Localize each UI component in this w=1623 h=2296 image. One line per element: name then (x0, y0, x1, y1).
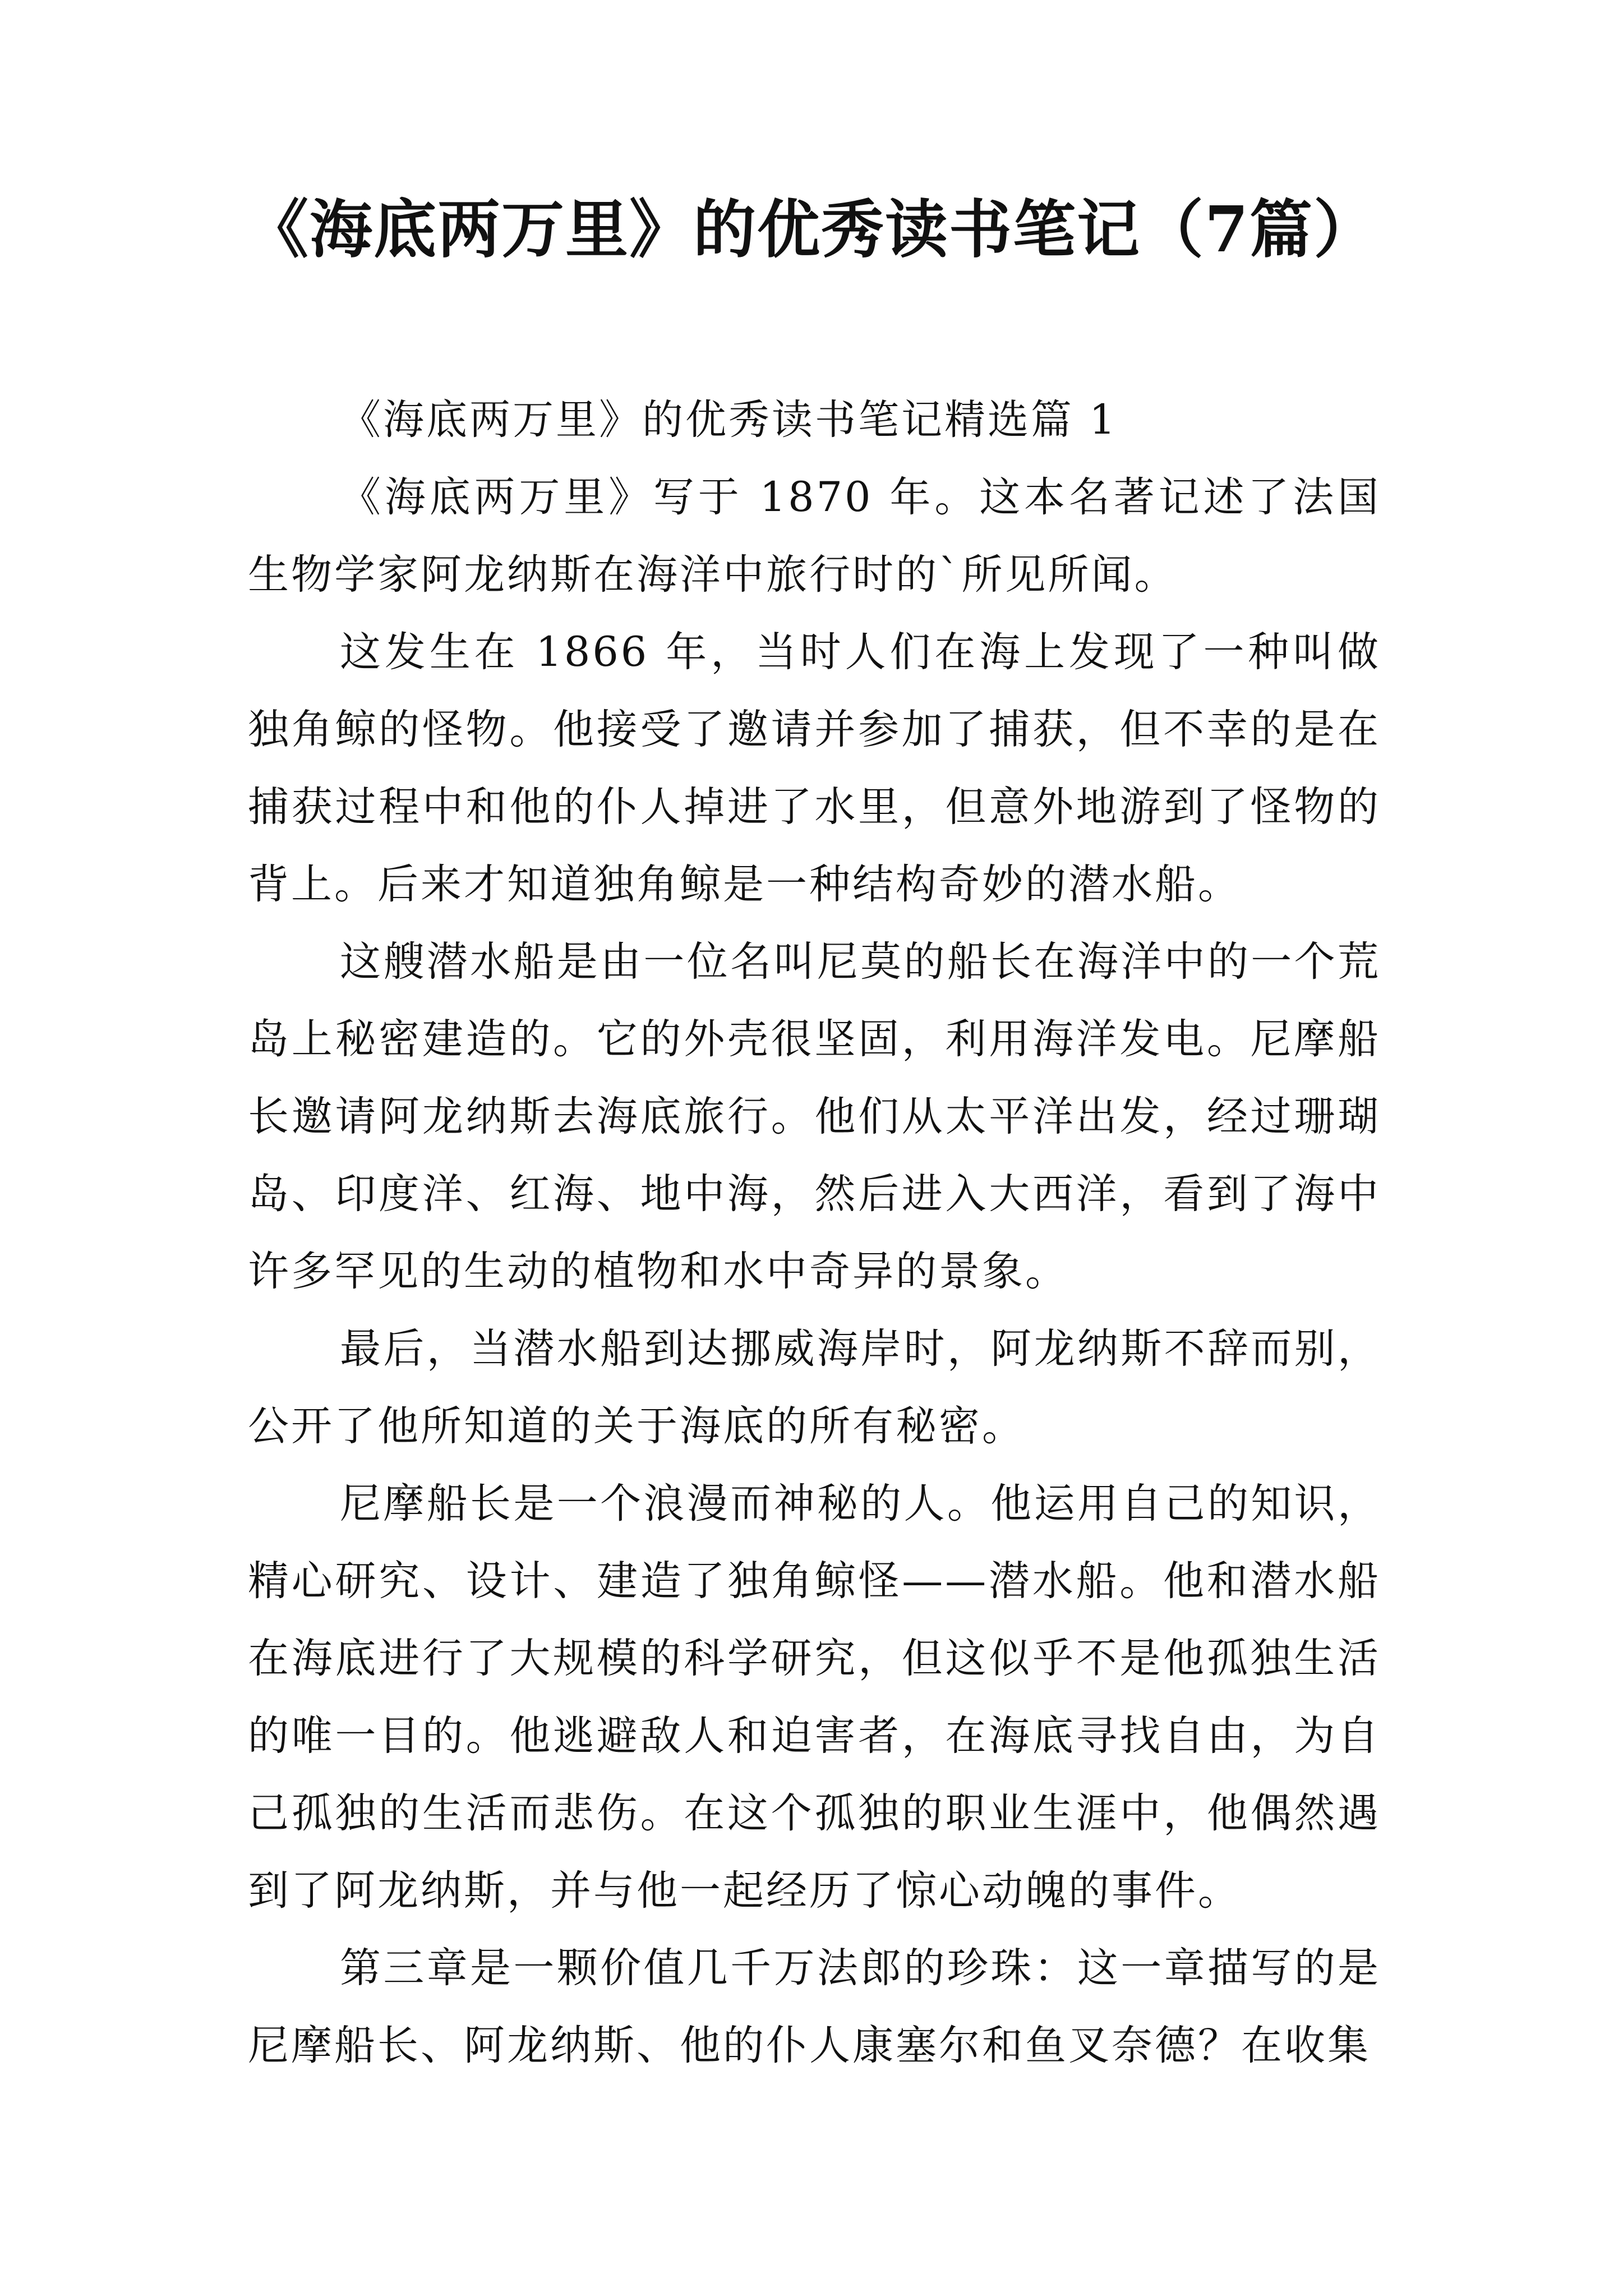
paragraph: 这艘潜水船是由一位名叫尼莫的船长在海洋中的一个荒岛上秘密建造的。它的外壳很坚固，利用海洋发电。尼摩船长邀请阿龙纳斯去海底旅行。他们从太平洋出发，经过珊瑚岛、印度洋、红海、地中海，然后进入大西洋，看到了海中许多罕见的生动的植物和水中奇异的景象。 (248, 938, 1381, 1295)
document-body (248, 381, 1381, 2085)
paragraph: 《海底两万里》写于 1870 年。这本名著记述了法国生物学家阿龙纳斯在海洋中旅行时的`所见所闻。 (248, 473, 1381, 599)
paragraph: 最后，当潜水船到达挪威海岸时，阿龙纳斯不辞而别，公开了他所知道的关于海底的所有秘密。 (248, 1325, 1381, 1450)
paragraph: 这发生在 1866 年，当时人们在海上发现了一种叫做独角鲸的怪物。他接受了邀请并参加了捕获，但不幸的是在捕获过程中和他的仆人掉进了水里，但意外地游到了怪物的背上。后来才知道独角鲸是一种结构奇妙的潜水船。 (248, 628, 1381, 908)
paragraph: 第三章是一颗价值几千万法郎的珍珠：这一章描写的是尼摩船长、阿龙纳斯、他的仆人康塞尔和鱼叉奈德？在收集 (248, 1944, 1381, 2069)
paragraph-section-heading: 《海底两万里》的优秀读书笔记精选篇 1 (340, 396, 1118, 444)
paragraph: 尼摩船长是一个浪漫而神秘的人。他运用自己的知识，精心研究、设计、建造了独角鲸怪——潜水船。他和潜水船在海底进行了大规模的科学研究，但这似乎不是他孤独生活的唯一目的。他逃避敌人和迫害者，在海底寻找自由，为自己孤独的生活而悲伤。在这个孤独的职业生涯中，他偶然遇到了阿龙纳斯，并与他一起经历了惊心动魄的事件。 (248, 1480, 1381, 1915)
document-title: 《海底两万里》的优秀读书笔记（7篇） (246, 193, 1377, 266)
